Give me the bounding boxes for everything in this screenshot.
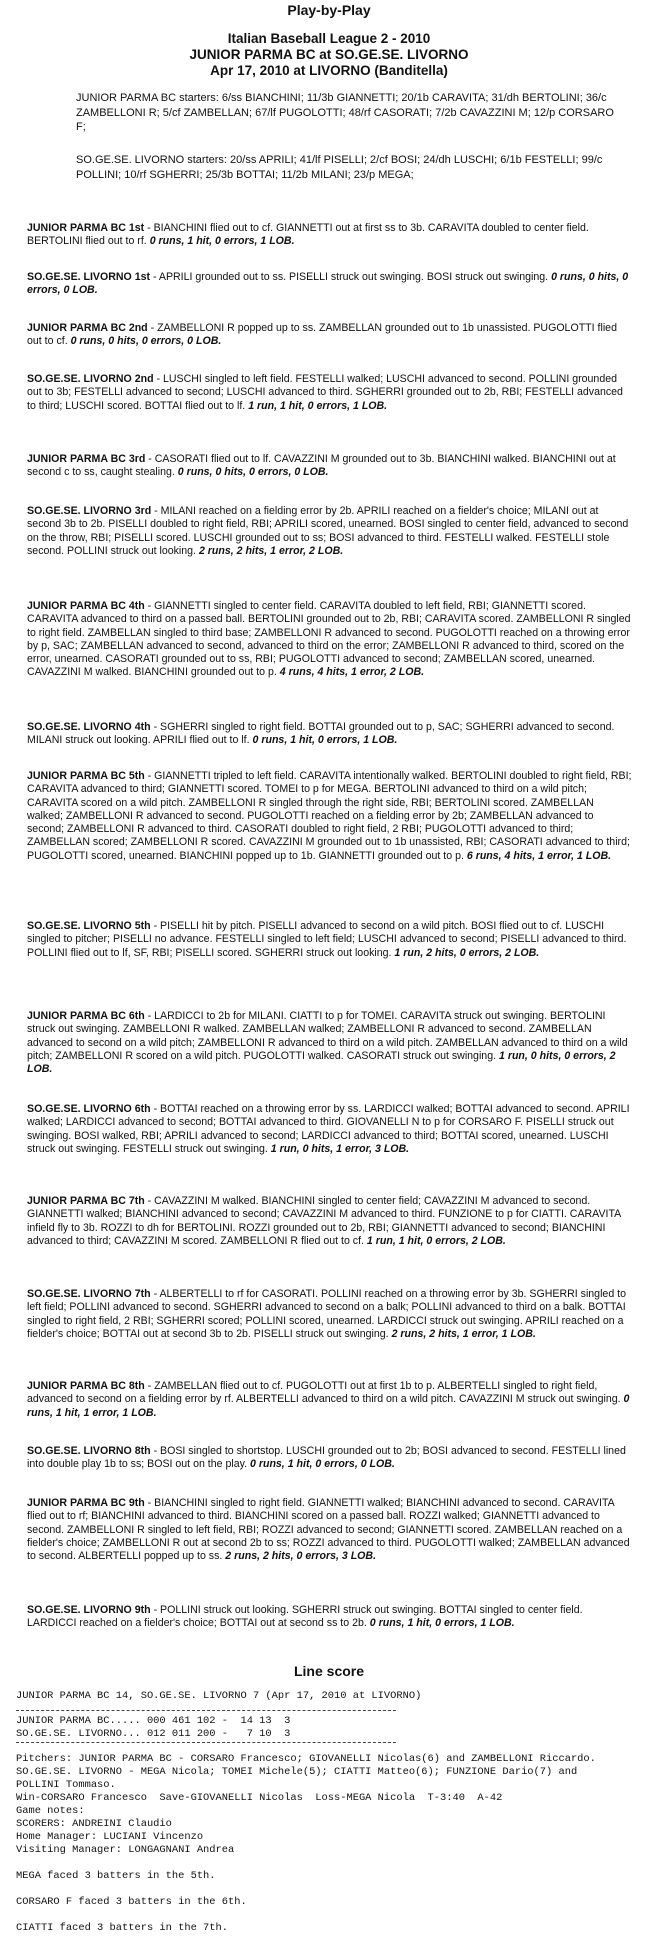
inning-block: JUNIOR PARMA BC 5th - GIANNETTI tripled to left field. CARAVITA intentionally walked. BERTOLINI doubled to right field, RBI; CARAVITA advanced to third; GIANNETTI scored. TOMEI to p for MEGA. BERTOLINI advanced to third on a wild pitch; CARAVITA scored on a wild pitch. ZAMBELLONI R singled through the right side, RBI; BERTOLINI scored. ZAMBELLAN walked; ZAMBELLONI R advanced to second. PUGOLOTTI reached on a fielding error by 2b; ZAMBELLAN advanced to second; ZAMBELLONI R advanced to third. CASORATI doubled to right field, 2 RBI; PUGOLOTTI advanced to third; ZAMBELLAN scored; ZAMBELLONI R scored. CAVAZZINI M grounded out to 1b unassisted, RBI; CASORATI advanced to third; PUGOLOTTI scored, unearned. BIANCHINI popped up to 1b. GIANNETTI grounded out to p. 6 runs, 4 hits, 1 error, 1 LOB. xyxy=(27,770,632,862)
inning-team: JUNIOR PARMA BC 5th xyxy=(27,770,145,782)
inning-team: JUNIOR PARMA BC 7th xyxy=(27,1195,145,1207)
inning-plays: LUSCHI singled to left field. FESTELLI walked; LUSCHI advanced to second. POLLINI grounded out to 3b; FESTELLI advanced to second; LUSCHI advanced to third. SGHERRI grounded out to 2b, RBI; FESTELLI advanced to third; LUSCHI scored. BOTTAI flied out to lf. xyxy=(27,373,623,412)
inning-block: JUNIOR PARMA BC 7th - CAVAZZINI M walked. BIANCHINI singled to center field; CAVAZZINI M advanced to second. GIANNETTI walked; BIANCHINI advanced to second; CAVAZZINI M advanced to third. FUNZIONE to p for CIATTI. CARAVITA infield fly to 3b. ROZZI to dh for BERTOLINI. ROZZI grounded out to 2b, RBI; GIANNETTI advanced to second; BIANCHINI advanced to third; CAVAZZINI M scored. ZAMBELLONI R flied out to cf. 1 run, 1 hit, 0 errors, 2 LOB. xyxy=(27,1195,621,1247)
inning-summary: 0 runs, 0 hits, 0 errors, 0 LOB. xyxy=(177,466,329,479)
inning-block: SO.GE.SE. LIVORNO 7th - ALBERTELLI to rf for CASORATI. POLLINI reached on a throwing error by 3b. SGHERRI singled to left field; POLLINI advanced to second. SGHERRI advanced to second on a balk; POLLINI advanced to third on a balk. BOTTAI singled to right field, 2 RBI; SGHERRI scored; POLLINI scored, unearned. LARDICCI struck out swinging. APRILI reached on a fielder's choice; BOTTAI out at second 3b to 2b. PISELLI struck out swinging. 2 runs, 2 hits, 1 error, 1 LOB. xyxy=(27,1288,626,1340)
line-score-visitor-row: JUNIOR PARMA BC..... 000 461 102 - 14 13 3 xyxy=(16,1715,291,1727)
inning-block: JUNIOR PARMA BC 9th - BIANCHINI singled to right field. GIANNETTI walked; BIANCHINI advanced to second. CARAVITA flied out to rf; BIANCHINI advanced to third. BIANCHINI scored on a passed ball. ROZZI walked; GIANNETTI advanced to second. ZAMBELLONI R singled to left field, RBI; ROZZI advanced to second; GIANNETTI scored. ZAMBELLAN reached on a fielder's choice; ZAMBELLONI R out at second 2b to ss; ROZZI advanced to third. PUGOLOTTI walked; ZAMBELLAN advanced to second. ALBERTELLI popped up to ss. 2 runs, 2 hits, 0 errors, 3 LOB. xyxy=(27,1497,630,1563)
inning-block: SO.GE.SE. LIVORNO 5th - PISELLI hit by pitch. PISELLI advanced to second on a wild pitch. BOSI flied out to cf. LUSCHI singled to pitcher; PISELLI no advance. FESTELLI singled to left field; LUSCHI advanced to second; PISELLI advanced to third. POLLINI flied out to lf, SF, RBI; PISELLI scored. SGHERRI struck out looking. 1 run, 2 hits, 0 errors, 2 LOB. xyxy=(27,920,627,959)
game-date-place: Apr 17, 2010 at LIVORNO (Banditella) xyxy=(210,63,448,78)
inning-block: SO.GE.SE. LIVORNO 9th - POLLINI struck out looking. SGHERRI struck out swinging. BOTTAI singled to center field. LARDICCI reached on a fielder's choice; BOTTAI out at second ss to 2b. 0 runs, 1 hit, 0 errors, 1 LOB. xyxy=(27,1604,583,1630)
inning-team: JUNIOR PARMA BC 3rd xyxy=(27,453,146,465)
note-corsaro: CORSARO F faced 3 batters in the 6th. xyxy=(16,1896,247,1908)
inning-summary: 0 runs, 1 hit, 0 errors, 0 LOB. xyxy=(250,1458,395,1471)
inning-summary: 1 run, 1 hit, 0 errors, 1 LOB. xyxy=(248,399,388,412)
inning-team: SO.GE.SE. LIVORNO 2nd xyxy=(27,373,154,385)
note-mega: MEGA faced 3 batters in the 5th. xyxy=(16,1870,216,1882)
inning-summary: 0 runs, 1 hit, 0 errors, 1 LOB. xyxy=(369,1617,515,1630)
inning-team: JUNIOR PARMA BC 6th xyxy=(27,1010,145,1022)
inning-summary: 2 runs, 2 hits, 1 error, 1 LOB. xyxy=(391,1327,536,1340)
inning-team: SO.GE.SE. LIVORNO 6th xyxy=(27,1103,151,1115)
inning-team: SO.GE.SE. LIVORNO 4th xyxy=(27,721,151,733)
inning-team: JUNIOR PARMA BC 4th xyxy=(27,600,145,612)
home-starters: SO.GE.SE. LIVORNO starters: 20/ss APRILI; 41/lf PISELLI; 2/cf BOSI; 24/dh LUSCHI; 6/1b FESTELLI; 99/c POLLINI; 10/rf SGHERRI; 25/3b BOTTAI; 11/2b MILANI; 23/p MEGA; xyxy=(76,154,603,181)
inning-plays: CAVAZZINI M walked. BIANCHINI singled to center field; CAVAZZINI M advanced to second. GIANNETTI walked; BIANCHINI advanced to second; CAVAZZINI M advanced to third. FUNZIONE to p for CIATTI. CARAVITA infield fly to 3b. ROZZI to dh for BERTOLINI. ROZZI grounded out to 2b, RBI; GIANNETTI advanced to second; BIANCHINI advanced to third; CAVAZZINI M scored. ZAMBELLONI R flied out to cf. xyxy=(27,1195,621,1247)
inning-block: SO.GE.SE. LIVORNO 2nd - LUSCHI singled to left field. FESTELLI walked; LUSCHI advanced to second. POLLINI grounded out to 3b; FESTELLI advanced to second; LUSCHI advanced to third. SGHERRI grounded out to 2b, RBI; FESTELLI advanced to third; LUSCHI scored. BOTTAI flied out to lf. 1 run, 1 hit, 0 errors, 1 LOB. xyxy=(27,373,623,412)
inning-plays: CASORATI flied out to lf. CAVAZZINI M grounded out to 3b. BIANCHINI walked. BIANCHINI out at second c to ss, caught stealing. xyxy=(27,453,616,479)
visiting-manager: Visiting Manager: LONGAGNANI Andrea xyxy=(16,1844,235,1856)
line-score-divider xyxy=(16,1742,396,1743)
game-notes-label: Game notes: xyxy=(16,1805,85,1817)
inning-block: JUNIOR PARMA BC 2nd - ZAMBELLONI R popped up to ss. ZAMBELLAN grounded out to 1b unassisted. PUGOLOTTI flied out to cf. 0 runs, 0 hits, 0 errors, 0 LOB. xyxy=(27,322,617,348)
inning-team: JUNIOR PARMA BC 8th xyxy=(27,1380,145,1392)
inning-plays: BOTTAI reached on a throwing error by ss. LARDICCI walked; BOTTAI advanced to second. APRILI walked; LARDICCI advanced to second; BOTTAI advanced to third. GIOVANELLI N to p for CORSARO F. PISELLI struck out swinging. BOSI walked, RBI; APRILI advanced to second; LARDICCI advanced to third; BOTTAI scored, unearned. LUSCHI struck out swinging. FESTELLI struck out swinging. xyxy=(27,1103,630,1155)
inning-plays: SGHERRI singled to right field. BOTTAI grounded out to p, SAC; SGHERRI advanced to second. MILANI struck out looking. APRILI flied out to lf. xyxy=(27,721,615,747)
inning-plays: PISELLI hit by pitch. PISELLI advanced to second on a wild pitch. BOSI flied out to cf. LUSCHI singled to pitcher; PISELLI no advance. FESTELLI singled to left field; LUSCHI advanced to second; PISELLI advanced to third. POLLINI flied out to lf, SF, RBI; PISELLI scored. SGHERRI struck out looking. xyxy=(27,920,627,959)
inning-team: SO.GE.SE. LIVORNO 3rd xyxy=(27,505,152,517)
page-title: Play-by-Play xyxy=(287,2,371,18)
inning-plays: BOSI singled to shortstop. LUSCHI grounded out to 2b; BOSI advanced to second. FESTELLI lined into double play 1b to ss; BOSI out on the play. xyxy=(27,1445,626,1471)
inning-summary: 0 runs, 1 hit, 1 error, 1 LOB. xyxy=(27,1393,630,1419)
game-title: JUNIOR PARMA BC at SO.GE.SE. LIVORNO xyxy=(189,47,469,62)
inning-block: JUNIOR PARMA BC 4th - GIANNETTI singled to center field. CARAVITA doubled to left field, RBI; GIANNETTI scored. CARAVITA advanced to third on a passed ball. BERTOLINI grounded out to 2b, RBI; CARAVITA scored. ZAMBELLONI R singled to right field. ZAMBELLAN singled to third base; ZAMBELLONI R advanced to second. PUGOLOTTI reached on a throwing error by p, SAC; ZAMBELLAN advanced to second, advanced to third on the error; ZAMBELLONI R advanced to third, scored on the error, unearned. CASORATI grounded out to ss, RBI; PUGOLOTTI advanced to second; ZAMBELLAN scored, unearned. CAVAZZINI M walked. BIANCHINI grounded out to p. 4 runs, 4 hits, 1 error, 2 LOB. xyxy=(27,600,631,679)
line-score-home-row: SO.GE.SE. LIVORNO... 012 011 200 - 7 10 3 xyxy=(16,1728,291,1740)
inning-plays: BIANCHINI singled to right field. GIANNETTI walked; BIANCHINI advanced to second. CARAVITA flied out to rf; BIANCHINI advanced to third. BIANCHINI scored on a passed ball. ROZZI walked; GIANNETTI advanced to second. ZAMBELLONI R singled to left field, RBI; ROZZI advanced to second; GIANNETTI scored. ZAMBELLAN reached on a fielder's choice; ZAMBELLONI R out at second 2b to ss; ROZZI advanced to third. PUGOLOTTI walked; ZAMBELLAN advanced to second. ALBERTELLI popped up to ss. xyxy=(27,1497,630,1563)
inning-plays: ALBERTELLI to rf for CASORATI. POLLINI reached on a throwing error by 3b. SGHERRI singled to left field; POLLINI advanced to second. SGHERRI advanced to second on a balk; POLLINI advanced to third on a balk. BOTTAI singled to right field, 2 RBI; SGHERRI scored; POLLINI scored, unearned. LARDICCI struck out swinging. APRILI reached on a fielder's choice; BOTTAI out at second 3b to 2b. PISELLI struck out swinging. xyxy=(27,1288,626,1340)
inning-summary: 0 runs, 0 hits, 0 errors, 0 LOB. xyxy=(27,271,629,297)
inning-plays: GIANNETTI singled to center field. CARAVITA doubled to left field, RBI; GIANNETTI scored. CARAVITA advanced to third on a passed ball. BERTOLINI grounded out to 2b, RBI; CARAVITA scored. ZAMBELLONI R singled to right field. ZAMBELLAN singled to third base; ZAMBELLONI R advanced to second. PUGOLOTTI reached on a throwing error by p, SAC; ZAMBELLAN advanced to second, advanced to third on the error; ZAMBELLONI R advanced to third, scored on the error, unearned. CASORATI grounded out to ss, RBI; PUGOLOTTI advanced to second; ZAMBELLAN scored, unearned. CAVAZZINI M walked. BIANCHINI grounded out to p. xyxy=(27,600,631,679)
inning-plays: GIANNETTI tripled to left field. CARAVITA intentionally walked. BERTOLINI doubled to right field, RBI; CARAVITA advanced to third; GIANNETTI scored. TOMEI to p for MEGA. BERTOLINI advanced to third on a wild pitch; CARAVITA scored on a wild pitch. ZAMBELLONI R singled through the right side, RBI; BERTOLINI scored. ZAMBELLAN walked; ZAMBELLONI R advanced to second. PUGOLOTTI reached on a fielding error by 2b; ZAMBELLAN advanced to second; ZAMBELLONI R advanced to third. CASORATI doubled to right field, 2 RBI; PUGOLOTTI advanced to third; ZAMBELLAN scored; ZAMBELLONI R scored. CAVAZZINI M grounded out to 1b unassisted, RBI; CASORATI advanced to third; PUGOLOTTI scored, unearned. BIANCHINI popped up to 1b. GIANNETTI grounded out to p. xyxy=(27,770,632,862)
inning-block: SO.GE.SE. LIVORNO 6th - BOTTAI reached on a throwing error by ss. LARDICCI walked; BOTTAI advanced to second. APRILI walked; LARDICCI advanced to second; BOTTAI advanced to third. GIOVANELLI N to p for CORSARO F. PISELLI struck out swinging. BOSI walked, RBI; APRILI advanced to second; LARDICCI advanced to third; BOTTAI scored, unearned. LUSCHI struck out swinging. FESTELLI struck out swinging. 1 run, 0 hits, 1 error, 3 LOB. xyxy=(27,1103,630,1155)
inning-plays: LARDICCI to 2b for MILANI. CIATTI to p for TOMEI. CARAVITA struck out swinging. BERTOLINI struck out swinging. ZAMBELLONI R walked. ZAMBELLAN walked; ZAMBELLONI R advanced to second. ZAMBELLAN advanced to second on a wild pitch; ZAMBELLONI R advanced to third on a wild pitch. ZAMBELLAN advanced to third on a wild pitch; ZAMBELLONI R scored on a wild pitch. PUGOLOTTI walked. CASORATI struck out swinging. xyxy=(27,1010,628,1062)
inning-summary: 2 runs, 2 hits, 1 error, 2 LOB. xyxy=(198,544,344,557)
inning-summary: 1 run, 2 hits, 0 errors, 2 LOB. xyxy=(394,946,540,959)
inning-summary: 0 runs, 1 hit, 0 errors, 1 LOB. xyxy=(149,235,295,248)
home-manager: Home Manager: LUCIANI Vincenzo xyxy=(16,1831,204,1843)
note-ciatti: CIATTI faced 3 batters in the 7th. xyxy=(16,1922,229,1934)
inning-plays: ZAMBELLAN flied out to cf. PUGOLOTTI out at first 1b to p. ALBERTELLI singled to right field, advanced to second on a fielding error by rf. ALBERTELLI advanced to third on a wild pitch. CAVAZZINI M struck out swinging. xyxy=(27,1380,621,1406)
inning-plays: BIANCHINI flied out to cf. GIANNETTI out at first ss to 3b. CARAVITA doubled to center field. BERTOLINI flied out to rf. xyxy=(27,222,589,248)
inning-summary: 1 run, 0 hits, 1 error, 3 LOB. xyxy=(270,1142,410,1155)
inning-plays: POLLINI struck out looking. SGHERRI struck out swinging. BOTTAI singled to center field. LARDICCI reached on a fielder's choice; BOTTAI out at second ss to 2b. xyxy=(27,1604,583,1630)
line-score-final: JUNIOR PARMA BC 14, SO.GE.SE. LIVORNO 7 (Apr 17, 2010 at LIVORNO) xyxy=(16,1690,422,1702)
inning-block: JUNIOR PARMA BC 6th - LARDICCI to 2b for MILANI. CIATTI to p for TOMEI. CARAVITA struck out swinging. BERTOLINI struck out swinging. ZAMBELLONI R walked. ZAMBELLAN walked; ZAMBELLONI R advanced to second. ZAMBELLAN advanced to second on a wild pitch; ZAMBELLONI R advanced to third on a wild pitch. ZAMBELLAN advanced to third on a wild pitch; ZAMBELLONI R scored on a wild pitch. PUGOLOTTI walked. CASORATI struck out swinging. 1 run, 0 hits, 0 errors, 2 LOB. xyxy=(27,1010,628,1076)
inning-team: SO.GE.SE. LIVORNO 5th xyxy=(27,920,151,932)
inning-summary: 0 runs, 1 hit, 0 errors, 1 LOB. xyxy=(252,734,398,747)
inning-summary: 0 runs, 0 hits, 0 errors, 0 LOB. xyxy=(70,335,222,348)
inning-team: SO.GE.SE. LIVORNO 9th xyxy=(27,1604,151,1616)
pitchers-visitor: Pitchers: JUNIOR PARMA BC - CORSARO Francesco; GIOVANELLI Nicolas(6) and ZAMBELLONI Riccardo. xyxy=(16,1753,596,1765)
inning-summary: 1 run, 1 hit, 0 errors, 2 LOB. xyxy=(366,1234,506,1247)
inning-block: SO.GE.SE. LIVORNO 3rd - MILANI reached on a fielding error by 2b. APRILI reached on a fielder's choice; MILANI out at second 3b to 2b. PISELLI doubled to right field, RBI; APRILI scored, unearned. BOSI singled to center field, advanced to second on the throw, RBI; PISELLI scored. LUSCHI grounded out to ss; BOSI advanced to third. FESTELLI walked. FESTELLI stole second. POLLINI struck out looking. 2 runs, 2 hits, 1 error, 2 LOB. xyxy=(27,505,629,557)
inning-summary: 2 runs, 2 hits, 0 errors, 3 LOB. xyxy=(225,1550,377,1563)
inning-summary: 4 runs, 4 hits, 1 error, 2 LOB. xyxy=(279,666,425,679)
inning-summary: 1 run, 0 hits, 0 errors, 2 LOB. xyxy=(27,1049,616,1076)
inning-team: JUNIOR PARMA BC 9th xyxy=(27,1497,145,1509)
line-score-title: Line score xyxy=(293,1663,365,1679)
inning-team: SO.GE.SE. LIVORNO 7th xyxy=(27,1288,151,1300)
inning-block: JUNIOR PARMA BC 3rd - CASORATI flied out to lf. CAVAZZINI M grounded out to 3b. BIANCHINI walked. BIANCHINI out at second c to ss, caught stealing. 0 runs, 0 hits, 0 errors, 0 LOB. xyxy=(27,453,616,479)
pitchers-home: SO.GE.SE. LIVORNO - MEGA Nicola; TOMEI Michele(5); CIATTI Matteo(6); FUNZIONE Dario(7) and xyxy=(16,1766,578,1778)
inning-summary: 6 runs, 4 hits, 1 error, 1 LOB. xyxy=(466,849,612,862)
visitor-starters: JUNIOR PARMA BC starters: 6/ss BIANCHINI; 11/3b GIANNETTI; 20/1b CARAVITA; 31/dh BERTOLINI; 36/c ZAMBELLONI R; 5/cf ZAMBELLAN; 67/lf PUGOLOTTI; 48/rf CASORATI; 7/2b CAVAZZINI M; 12/p CORSARO F; xyxy=(76,92,614,133)
inning-team: SO.GE.SE. LIVORNO 1st xyxy=(27,271,151,283)
inning-block: SO.GE.SE. LIVORNO 4th - SGHERRI singled to right field. BOTTAI grounded out to p, SAC; SGHERRI advanced to second. MILANI struck out looking. APRILI flied out to lf. 0 runs, 1 hit, 0 errors, 1 LOB. xyxy=(27,721,615,747)
league-title: Italian Baseball League 2 - 2010 xyxy=(227,31,431,46)
inning-plays: ZAMBELLONI R popped up to ss. ZAMBELLAN grounded out to 1b unassisted. PUGOLOTTI flied out to cf. xyxy=(27,322,617,348)
inning-block: JUNIOR PARMA BC 8th - ZAMBELLAN flied out to cf. PUGOLOTTI out at first 1b to p. ALBERTELLI singled to right field, advanced to second on a fielding error by rf. ALBERTELLI advanced to third on a wild pitch. CAVAZZINI M struck out swinging. 0 runs, 1 hit, 1 error, 1 LOB. xyxy=(27,1380,630,1419)
scorers: SCORERS: ANDREINI Claudio xyxy=(16,1818,172,1830)
pitchers-home-cont: POLLINI Tommaso. xyxy=(16,1779,116,1791)
inning-team: SO.GE.SE. LIVORNO 8th xyxy=(27,1445,151,1457)
line-score-divider xyxy=(16,1710,396,1711)
inning-block: JUNIOR PARMA BC 1st - BIANCHINI flied out to cf. GIANNETTI out at first ss to 3b. CARAVITA doubled to center field. BERTOLINI flied out to rf. 0 runs, 1 hit, 0 errors, 1 LOB. xyxy=(27,222,589,248)
inning-plays: APRILI grounded out to ss. PISELLI struck out swinging. BOSI struck out swinging. xyxy=(158,271,549,283)
inning-block: SO.GE.SE. LIVORNO 1st - APRILI grounded out to ss. PISELLI struck out swinging. BOSI struck out swinging. 0 runs, 0 hits, 0 errors, 0 LOB. xyxy=(27,271,629,297)
inning-team: JUNIOR PARMA BC 2nd xyxy=(27,322,148,334)
inning-block: SO.GE.SE. LIVORNO 8th - BOSI singled to shortstop. LUSCHI grounded out to 2b; BOSI advanced to second. FESTELLI lined into double play 1b to ss; BOSI out on the play. 0 runs, 1 hit, 0 errors, 0 LOB. xyxy=(27,1445,626,1471)
decisions: Win-CORSARO Francesco Save-GIOVANELLI Nicolas Loss-MEGA Nicola T-3:40 A-42 xyxy=(16,1792,503,1804)
inning-team: JUNIOR PARMA BC 1st xyxy=(27,222,145,234)
inning-plays: MILANI reached on a fielding error by 2b. APRILI reached on a fielder's choice; MILANI out at second 3b to 2b. PISELLI doubled to right field, RBI; APRILI scored, unearned. BOSI singled to center field, advanced to second on the throw, RBI; PISELLI scored. LUSCHI grounded out to ss; BOSI advanced to third. FESTELLI walked. FESTELLI stole second. POLLINI struck out looking. xyxy=(27,505,629,557)
